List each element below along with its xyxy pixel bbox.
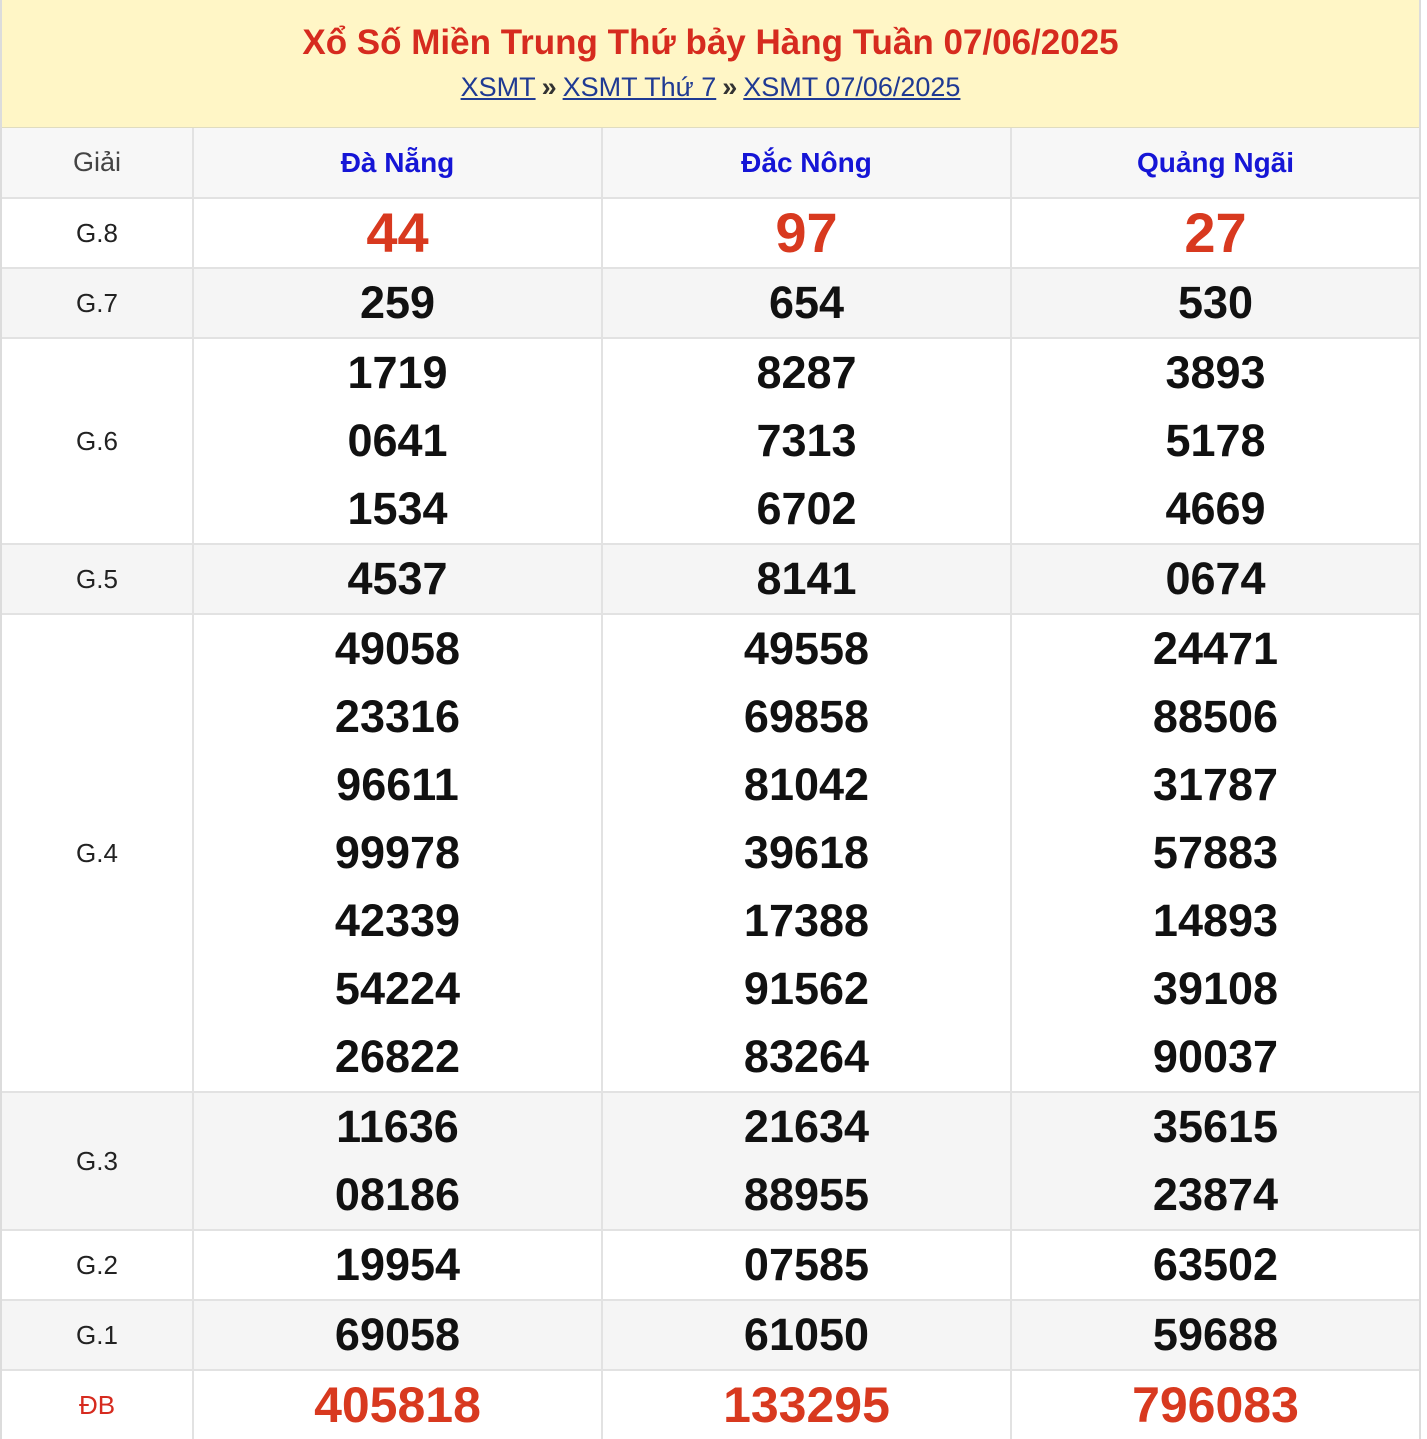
result-cell-da-nang (193, 1092, 602, 1230)
result-number: 0641 (347, 415, 448, 466)
table-row (2, 1370, 1419, 1439)
result-cell-quang-ngai (1011, 338, 1419, 544)
result-number: 23874 (1152, 1169, 1279, 1220)
result-number: 0674 (1165, 553, 1266, 604)
result-number: 39108 (1152, 963, 1279, 1014)
result-cell-quang-ngai (1011, 1370, 1419, 1439)
breadcrumb-link-xsmt[interactable]: XSMT (460, 72, 536, 102)
result-cell-dac-nong (602, 614, 1011, 1092)
result-cell-dac-nong (602, 1370, 1011, 1439)
result-cell-quang-ngai (1011, 198, 1419, 268)
result-number: 27 (1184, 201, 1247, 264)
result-number: 97 (775, 201, 838, 264)
result-number: 96611 (336, 759, 459, 810)
result-number: 19954 (334, 1239, 461, 1290)
result-cell-da-nang (193, 1370, 602, 1439)
result-cell-dac-nong (602, 268, 1011, 338)
result-number: 54224 (334, 963, 461, 1014)
result-cell-da-nang (193, 338, 602, 544)
breadcrumb (2, 70, 1419, 104)
result-number: 49558 (743, 623, 870, 674)
result-number: 796083 (1132, 1377, 1299, 1433)
result-number: 83264 (743, 1031, 870, 1082)
result-number: 259 (359, 277, 436, 328)
result-number: 7313 (756, 415, 857, 466)
result-number: 17388 (743, 895, 870, 946)
table-row (2, 614, 1419, 1092)
result-number: 24471 (1152, 623, 1279, 674)
result-cell-da-nang (193, 1230, 602, 1300)
result-cell-dac-nong (602, 1300, 1011, 1370)
result-number: 654 (768, 277, 845, 328)
result-number: 07585 (743, 1239, 870, 1290)
page-title: Xổ Số Miền Trung Thứ bảy Hàng Tuần 07/06/2025 (302, 23, 1119, 62)
result-number: 26822 (334, 1031, 461, 1082)
prize-label: G.4 (2, 614, 193, 1092)
result-number: 405818 (314, 1377, 481, 1433)
result-number: 39618 (743, 827, 870, 878)
prize-label: ĐB (2, 1370, 193, 1439)
result-number: 91562 (743, 963, 870, 1014)
result-cell-quang-ngai (1011, 1300, 1419, 1370)
result-number: 49058 (334, 623, 461, 674)
results-body (2, 198, 1419, 1439)
result-number: 23316 (334, 691, 461, 742)
result-number: 1534 (347, 483, 448, 534)
breadcrumb-separator: » (722, 72, 738, 102)
prize-label: G.8 (2, 198, 193, 268)
table-row (2, 198, 1419, 268)
table-row (2, 268, 1419, 338)
result-number: 88506 (1152, 691, 1279, 742)
breadcrumb-link-xsmt-thu-7[interactable]: XSMT Thứ 7 (562, 72, 717, 102)
result-number: 99978 (334, 827, 461, 878)
prize-label: G.5 (2, 544, 193, 614)
result-cell-quang-ngai (1011, 268, 1419, 338)
result-number: 44 (366, 201, 429, 264)
prize-label: G.2 (2, 1230, 193, 1300)
result-cell-dac-nong (602, 1230, 1011, 1300)
result-number: 31787 (1152, 759, 1279, 810)
result-number: 4669 (1165, 483, 1266, 534)
breadcrumb-separator: » (541, 72, 557, 102)
table-header-row (2, 128, 1419, 198)
result-number: 81042 (743, 759, 870, 810)
prize-label: G.7 (2, 268, 193, 338)
column-header-prize: Giải (2, 128, 193, 198)
breadcrumb-link-xsmt-date[interactable]: XSMT 07/06/2025 (743, 72, 961, 102)
result-cell-dac-nong (602, 1092, 1011, 1230)
result-number: 133295 (723, 1377, 890, 1433)
result-number: 8141 (756, 553, 857, 604)
result-number: 42339 (334, 895, 461, 946)
result-number: 14893 (1152, 895, 1279, 946)
result-cell-da-nang (193, 544, 602, 614)
result-number: 90037 (1152, 1031, 1279, 1082)
table-row (2, 1300, 1419, 1370)
table-row (2, 338, 1419, 544)
result-number: 5178 (1165, 415, 1266, 466)
result-number: 1719 (347, 347, 448, 398)
result-cell-dac-nong (602, 338, 1011, 544)
result-number: 6702 (756, 483, 857, 534)
prize-label: G.1 (2, 1300, 193, 1370)
result-number: 08186 (334, 1169, 461, 1220)
result-cell-da-nang (193, 198, 602, 268)
column-header-dac-nong: Đắc Nông (602, 128, 1011, 198)
table-row (2, 1092, 1419, 1230)
result-cell-quang-ngai (1011, 544, 1419, 614)
result-number: 8287 (756, 347, 857, 398)
table-row (2, 1230, 1419, 1300)
column-header-quang-ngai: Quảng Ngãi (1011, 128, 1419, 198)
result-number: 21634 (743, 1101, 870, 1152)
result-number: 61050 (743, 1309, 870, 1360)
result-cell-quang-ngai (1011, 614, 1419, 1092)
result-cell-da-nang (193, 614, 602, 1092)
prize-label: G.3 (2, 1092, 193, 1230)
result-cell-quang-ngai (1011, 1092, 1419, 1230)
result-number: 69058 (334, 1309, 461, 1360)
result-number: 11636 (336, 1101, 459, 1152)
result-number: 59688 (1152, 1309, 1279, 1360)
result-cell-da-nang (193, 268, 602, 338)
result-number: 57883 (1152, 827, 1279, 878)
column-header-da-nang: Đà Nẵng (193, 128, 602, 198)
result-number: 69858 (743, 691, 870, 742)
result-number: 3893 (1165, 347, 1266, 398)
results-table (2, 128, 1419, 1439)
result-cell-dac-nong (602, 198, 1011, 268)
result-cell-quang-ngai (1011, 1230, 1419, 1300)
results-header (2, 0, 1419, 128)
result-number: 530 (1177, 277, 1254, 328)
result-number: 35615 (1152, 1101, 1279, 1152)
table-row (2, 544, 1419, 614)
result-number: 63502 (1152, 1239, 1279, 1290)
result-cell-dac-nong (602, 544, 1011, 614)
result-number: 4537 (347, 553, 448, 604)
result-cell-da-nang (193, 1300, 602, 1370)
result-number: 88955 (743, 1169, 870, 1220)
prize-label: G.6 (2, 338, 193, 544)
